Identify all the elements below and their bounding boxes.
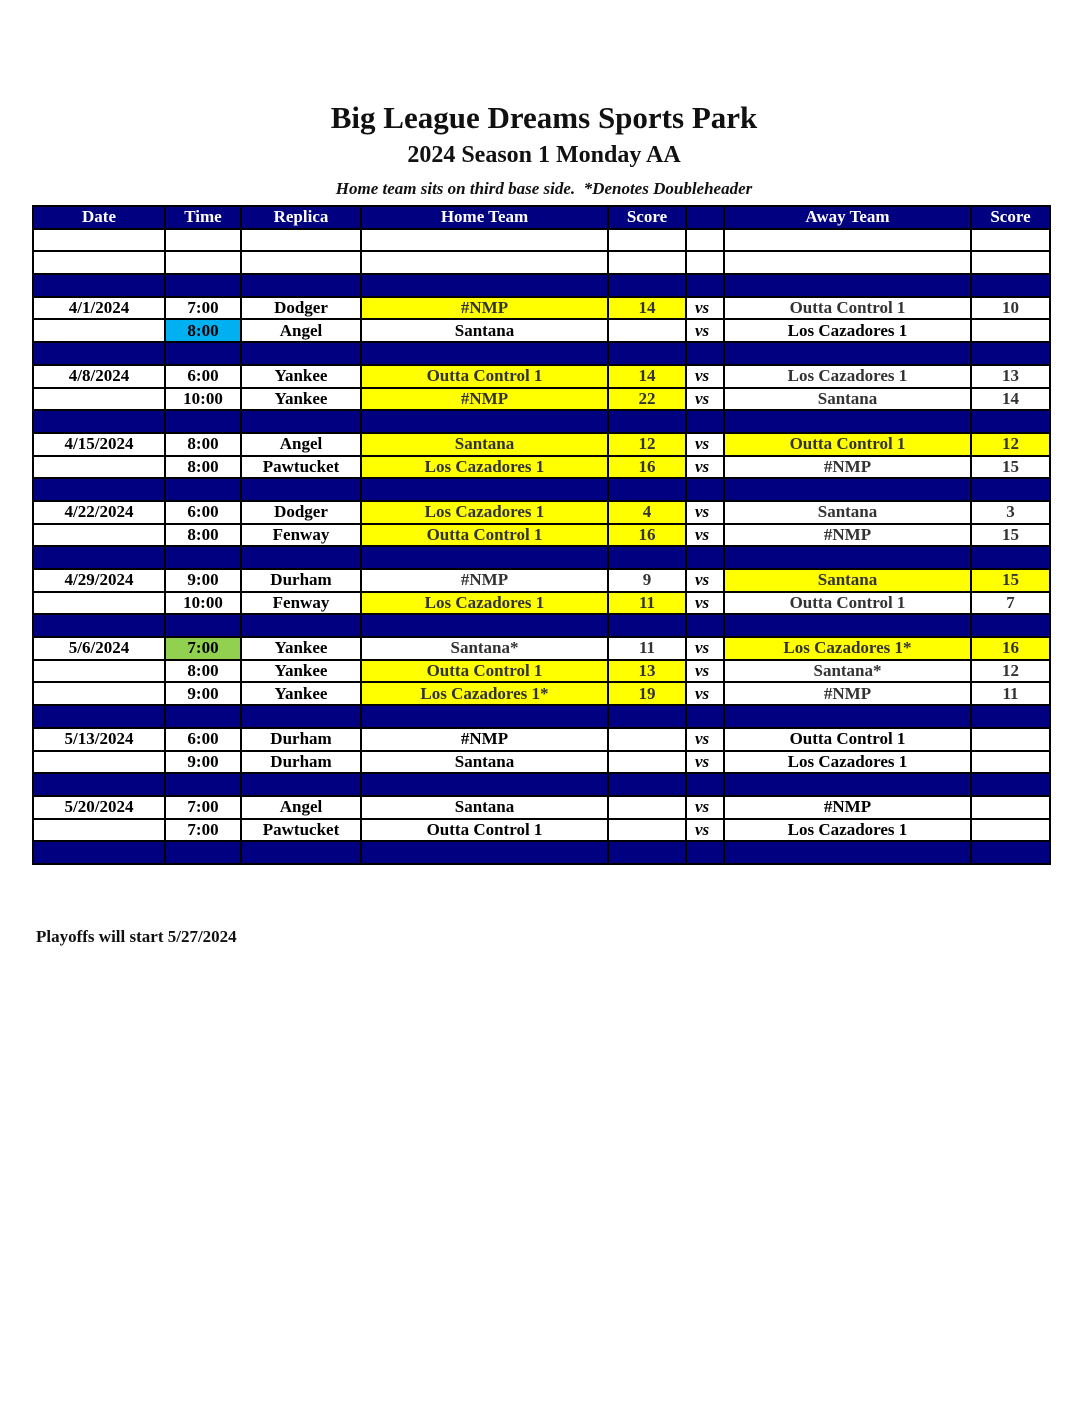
empty-cell: [971, 614, 1050, 637]
empty-cell: [361, 342, 608, 365]
week-separator-row: [33, 478, 1050, 501]
home-score-cell: 14: [608, 365, 686, 388]
week-separator-row: [33, 274, 1050, 297]
home-score-cell: [608, 796, 686, 819]
game-row: [33, 751, 1050, 774]
replica-cell: Fenway: [241, 524, 361, 547]
game-row: [33, 501, 1050, 524]
empty-cell: [686, 251, 724, 274]
empty-cell: [608, 229, 686, 252]
empty-cell: [971, 546, 1050, 569]
empty-cell: [165, 705, 241, 728]
replica-cell: Durham: [241, 569, 361, 592]
game-row: [33, 365, 1050, 388]
empty-cell: [608, 410, 686, 433]
date-cell: 5/13/2024: [33, 728, 165, 751]
time-cell: 6:00: [165, 501, 241, 524]
empty-cell: [241, 614, 361, 637]
home-team-cell: Outta Control 1: [361, 819, 608, 842]
replica-cell: Dodger: [241, 297, 361, 320]
vs-label: vs: [686, 796, 724, 819]
empty-cell: [971, 773, 1050, 796]
empty-cell: [33, 478, 165, 501]
away-score-cell: 12: [971, 660, 1050, 683]
game-row: [33, 388, 1050, 411]
empty-cell: [608, 478, 686, 501]
away-score-cell: 7: [971, 592, 1050, 615]
home-score-cell: 22: [608, 388, 686, 411]
home-score-cell: 16: [608, 456, 686, 479]
time-cell: 10:00: [165, 388, 241, 411]
empty-cell: [241, 705, 361, 728]
empty-cell: [971, 705, 1050, 728]
replica-cell: Yankee: [241, 682, 361, 705]
replica-cell: Yankee: [241, 660, 361, 683]
vs-label: vs: [686, 388, 724, 411]
vs-label: vs: [686, 751, 724, 774]
home-score-cell: 13: [608, 660, 686, 683]
vs-label: vs: [686, 569, 724, 592]
time-cell: 8:00: [165, 456, 241, 479]
empty-cell: [241, 546, 361, 569]
date-cell: 4/1/2024: [33, 297, 165, 320]
replica-cell: Yankee: [241, 365, 361, 388]
away-score-cell: 16: [971, 637, 1050, 660]
empty-cell: [165, 614, 241, 637]
game-row: [33, 796, 1050, 819]
vs-label: vs: [686, 728, 724, 751]
game-row: [33, 660, 1050, 683]
empty-cell: [686, 773, 724, 796]
game-row: [33, 728, 1050, 751]
empty-cell: [165, 274, 241, 297]
away-score-cell: [971, 796, 1050, 819]
empty-cell: [361, 274, 608, 297]
replica-cell: Durham: [241, 728, 361, 751]
header-replica: Replica: [241, 206, 361, 229]
week-separator-row: [33, 342, 1050, 365]
game-row: [33, 524, 1050, 547]
empty-cell: [33, 705, 165, 728]
date-cell: 5/6/2024: [33, 637, 165, 660]
blank-row: [33, 229, 1050, 252]
empty-cell: [686, 705, 724, 728]
time-cell: 9:00: [165, 569, 241, 592]
home-score-cell: [608, 751, 686, 774]
empty-cell: [33, 410, 165, 433]
empty-cell: [971, 478, 1050, 501]
date-cell: [33, 751, 165, 774]
empty-cell: [608, 546, 686, 569]
away-score-cell: 15: [971, 456, 1050, 479]
away-score-cell: [971, 819, 1050, 842]
game-row: [33, 319, 1050, 342]
away-team-cell: Outta Control 1: [724, 433, 971, 456]
away-team-cell: Los Cazadores 1*: [724, 637, 971, 660]
empty-cell: [165, 773, 241, 796]
empty-cell: [361, 251, 608, 274]
empty-cell: [361, 841, 608, 864]
date-cell: [33, 319, 165, 342]
away-team-cell: Los Cazadores 1: [724, 319, 971, 342]
empty-cell: [33, 274, 165, 297]
empty-cell: [608, 274, 686, 297]
replica-cell: Angel: [241, 796, 361, 819]
playoffs-note: Playoffs will start 5/27/2024: [36, 927, 237, 946]
time-cell: 8:00: [165, 660, 241, 683]
vs-label: vs: [686, 456, 724, 479]
away-team-cell: #NMP: [724, 524, 971, 547]
empty-cell: [241, 229, 361, 252]
empty-cell: [724, 841, 971, 864]
empty-cell: [165, 229, 241, 252]
away-score-cell: 11: [971, 682, 1050, 705]
empty-cell: [971, 229, 1050, 252]
empty-cell: [33, 773, 165, 796]
away-team-cell: Santana: [724, 388, 971, 411]
game-row: [33, 682, 1050, 705]
schedule-note: Home team sits on third base side. *Denotes Doubleheader: [335, 179, 753, 198]
away-team-cell: Outta Control 1: [724, 297, 971, 320]
empty-cell: [33, 841, 165, 864]
blank-row: [33, 251, 1050, 274]
time-cell: 8:00: [165, 433, 241, 456]
away-team-cell: Los Cazadores 1: [724, 365, 971, 388]
game-row: [33, 819, 1050, 842]
empty-cell: [724, 478, 971, 501]
time-cell: 7:00: [165, 796, 241, 819]
empty-cell: [165, 410, 241, 433]
home-score-cell: [608, 319, 686, 342]
empty-cell: [241, 773, 361, 796]
empty-cell: [724, 410, 971, 433]
vs-label: vs: [686, 637, 724, 660]
vs-label: vs: [686, 433, 724, 456]
home-team-cell: Los Cazadores 1: [361, 501, 608, 524]
empty-cell: [361, 614, 608, 637]
week-separator-row: [33, 705, 1050, 728]
empty-cell: [165, 251, 241, 274]
replica-cell: Pawtucket: [241, 819, 361, 842]
date-cell: 4/8/2024: [33, 365, 165, 388]
date-cell: [33, 660, 165, 683]
week-separator-row: [33, 841, 1050, 864]
game-row: [33, 637, 1050, 660]
home-team-cell: Santana: [361, 319, 608, 342]
date-cell: 4/22/2024: [33, 501, 165, 524]
schedule-table: [32, 205, 1051, 865]
time-cell: 6:00: [165, 728, 241, 751]
home-score-cell: 11: [608, 637, 686, 660]
vs-label: vs: [686, 501, 724, 524]
empty-cell: [971, 841, 1050, 864]
empty-cell: [241, 251, 361, 274]
empty-cell: [165, 546, 241, 569]
empty-cell: [241, 841, 361, 864]
game-row: [33, 592, 1050, 615]
replica-cell: Yankee: [241, 388, 361, 411]
away-team-cell: #NMP: [724, 796, 971, 819]
empty-cell: [361, 546, 608, 569]
vs-label: vs: [686, 365, 724, 388]
time-cell: 7:00: [165, 297, 241, 320]
week-separator-row: [33, 614, 1050, 637]
empty-cell: [33, 546, 165, 569]
empty-cell: [33, 614, 165, 637]
vs-label: vs: [686, 819, 724, 842]
home-team-cell: Los Cazadores 1: [361, 592, 608, 615]
vs-label: vs: [686, 297, 724, 320]
game-row: [33, 569, 1050, 592]
empty-cell: [686, 229, 724, 252]
game-row: [33, 297, 1050, 320]
date-cell: 4/29/2024: [33, 569, 165, 592]
replica-cell: Pawtucket: [241, 456, 361, 479]
home-team-cell: Santana*: [361, 637, 608, 660]
empty-cell: [608, 841, 686, 864]
vs-label: vs: [686, 660, 724, 683]
date-cell: [33, 592, 165, 615]
away-team-cell: Santana: [724, 501, 971, 524]
header-row: [33, 206, 1050, 229]
empty-cell: [971, 251, 1050, 274]
home-team-cell: #NMP: [361, 297, 608, 320]
away-team-cell: Outta Control 1: [724, 592, 971, 615]
time-cell: 7:00: [165, 637, 241, 660]
home-team-cell: #NMP: [361, 569, 608, 592]
empty-cell: [165, 841, 241, 864]
replica-cell: Fenway: [241, 592, 361, 615]
away-score-cell: 10: [971, 297, 1050, 320]
home-team-cell: Los Cazadores 1*: [361, 682, 608, 705]
away-score-cell: 15: [971, 569, 1050, 592]
home-team-cell: Outta Control 1: [361, 365, 608, 388]
header-time: Time: [165, 206, 241, 229]
away-team-cell: Santana*: [724, 660, 971, 683]
vs-label: vs: [686, 524, 724, 547]
empty-cell: [686, 614, 724, 637]
home-team-cell: Santana: [361, 751, 608, 774]
vs-label: vs: [686, 682, 724, 705]
empty-cell: [724, 229, 971, 252]
vs-label: vs: [686, 592, 724, 615]
empty-cell: [686, 410, 724, 433]
empty-cell: [608, 251, 686, 274]
empty-cell: [686, 478, 724, 501]
home-team-cell: #NMP: [361, 388, 608, 411]
page-subtitle: 2024 Season 1 Monday AA: [407, 142, 681, 168]
away-score-cell: 14: [971, 388, 1050, 411]
home-score-cell: 14: [608, 297, 686, 320]
away-score-cell: 12: [971, 433, 1050, 456]
away-team-cell: #NMP: [724, 456, 971, 479]
away-team-cell: Outta Control 1: [724, 728, 971, 751]
away-score-cell: 15: [971, 524, 1050, 547]
away-score-cell: [971, 319, 1050, 342]
home-score-cell: 4: [608, 501, 686, 524]
empty-cell: [608, 614, 686, 637]
home-score-cell: [608, 819, 686, 842]
header-date: Date: [33, 206, 165, 229]
away-team-cell: Los Cazadores 1: [724, 751, 971, 774]
home-team-cell: Santana: [361, 796, 608, 819]
home-team-cell: Santana: [361, 433, 608, 456]
empty-cell: [724, 705, 971, 728]
empty-cell: [165, 342, 241, 365]
header-home-team: Home Team: [361, 206, 608, 229]
time-cell: 8:00: [165, 319, 241, 342]
empty-cell: [361, 478, 608, 501]
replica-cell: Durham: [241, 751, 361, 774]
week-separator-row: [33, 546, 1050, 569]
date-cell: [33, 682, 165, 705]
header-away-score: Score: [971, 206, 1050, 229]
empty-cell: [971, 274, 1050, 297]
away-team-cell: Santana: [724, 569, 971, 592]
empty-cell: [724, 342, 971, 365]
empty-cell: [608, 342, 686, 365]
away-score-cell: 13: [971, 365, 1050, 388]
time-cell: 10:00: [165, 592, 241, 615]
empty-cell: [608, 705, 686, 728]
away-score-cell: [971, 728, 1050, 751]
home-score-cell: 12: [608, 433, 686, 456]
empty-cell: [686, 342, 724, 365]
time-cell: 8:00: [165, 524, 241, 547]
time-cell: 9:00: [165, 682, 241, 705]
time-cell: 6:00: [165, 365, 241, 388]
empty-cell: [361, 705, 608, 728]
replica-cell: Dodger: [241, 501, 361, 524]
empty-cell: [971, 410, 1050, 433]
date-cell: [33, 388, 165, 411]
home-score-cell: 19: [608, 682, 686, 705]
empty-cell: [165, 478, 241, 501]
date-cell: 4/15/2024: [33, 433, 165, 456]
empty-cell: [241, 342, 361, 365]
empty-cell: [241, 410, 361, 433]
home-score-cell: 9: [608, 569, 686, 592]
home-score-cell: 11: [608, 592, 686, 615]
date-cell: [33, 524, 165, 547]
header-away-team: Away Team: [724, 206, 971, 229]
page-title: Big League Dreams Sports Park: [330, 100, 758, 135]
empty-cell: [686, 274, 724, 297]
away-team-cell: Los Cazadores 1: [724, 819, 971, 842]
empty-cell: [33, 251, 165, 274]
header-home-score: Score: [608, 206, 686, 229]
date-cell: [33, 456, 165, 479]
empty-cell: [241, 478, 361, 501]
replica-cell: Yankee: [241, 637, 361, 660]
empty-cell: [33, 342, 165, 365]
away-score-cell: 3: [971, 501, 1050, 524]
away-score-cell: [971, 751, 1050, 774]
empty-cell: [361, 410, 608, 433]
away-team-cell: #NMP: [724, 682, 971, 705]
date-cell: [33, 819, 165, 842]
empty-cell: [241, 274, 361, 297]
game-row: [33, 456, 1050, 479]
home-score-cell: 16: [608, 524, 686, 547]
header-vs: [686, 206, 724, 229]
empty-cell: [971, 342, 1050, 365]
empty-cell: [33, 229, 165, 252]
empty-cell: [724, 614, 971, 637]
empty-cell: [686, 841, 724, 864]
game-row: [33, 433, 1050, 456]
date-cell: 5/20/2024: [33, 796, 165, 819]
week-separator-row: [33, 410, 1050, 433]
home-team-cell: Los Cazadores 1: [361, 456, 608, 479]
empty-cell: [361, 229, 608, 252]
empty-cell: [724, 546, 971, 569]
empty-cell: [686, 546, 724, 569]
vs-label: vs: [686, 319, 724, 342]
replica-cell: Angel: [241, 319, 361, 342]
home-team-cell: #NMP: [361, 728, 608, 751]
empty-cell: [608, 773, 686, 796]
home-team-cell: Outta Control 1: [361, 524, 608, 547]
home-team-cell: Outta Control 1: [361, 660, 608, 683]
replica-cell: Angel: [241, 433, 361, 456]
time-cell: 9:00: [165, 751, 241, 774]
home-score-cell: [608, 728, 686, 751]
time-cell: 7:00: [165, 819, 241, 842]
week-separator-row: [33, 773, 1050, 796]
empty-cell: [724, 251, 971, 274]
empty-cell: [724, 773, 971, 796]
empty-cell: [724, 274, 971, 297]
empty-cell: [361, 773, 608, 796]
